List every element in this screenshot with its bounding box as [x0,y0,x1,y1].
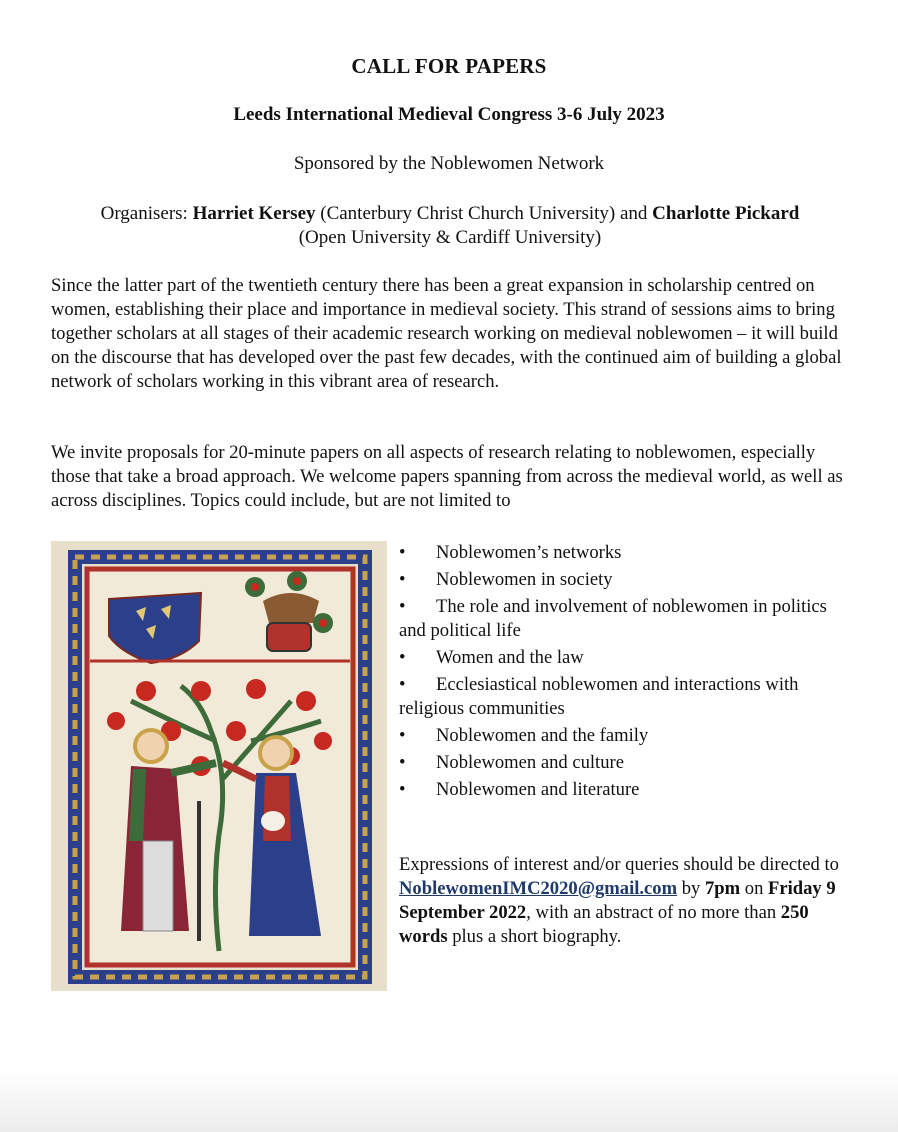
bullet-icon: • [399,752,406,773]
illumination-drawing [51,541,387,991]
organiser-name-1: Harriet Kersey [192,203,316,224]
organisers-prefix: Organisers: [100,203,193,224]
organisers-line [40,202,860,250]
list-item: • Noblewomen and the family [399,725,649,746]
lady-head [260,737,292,769]
bullet-icon: • [399,542,406,563]
list-item: • Noblewomen and literature [399,779,640,800]
list-item: • Noblewomen’s networks [399,542,622,563]
bullet-icon: • [399,674,406,695]
knight-head [135,730,167,762]
sponsor-line: Sponsored by the Noblewomen Network [293,153,605,174]
intro-paragraph: Since the latter part of the twentieth century there has been a great expansion in scholarship centred on women, establishing their place and importance in medieval society. This strand of sessions aims to bring together scholars at all stages of their academic research working on medieval noblewomen – it will build on the discourse that has developed over the past few decades, with the continued aim of building a global network of scholars working in this vibrant area of research. [51,275,842,392]
page-bottom-shade [0,1070,898,1132]
manuscript-illumination-image [51,541,387,991]
list-item: • Noblewomen and culture [399,752,624,773]
organiser-affiliation-2: (Open University & Cardiff University) [298,227,602,248]
list-item: • Ecclesiastical noblewomen and interactions with religious communities [399,674,799,719]
document-title: CALL FOR PAPERS [351,54,547,78]
contact-email-link[interactable]: NoblewomenIMC2020@gmail.com [399,878,678,899]
deadline-time: 7pm [704,878,741,899]
contact-paragraph: Expressions of interest and/or queries should be directed to NoblewomenIMC2020@gmail.com by 7pm on Friday 9 September 2022, with an abstract of no more than 250 words plus a short biography. [399,854,839,947]
conference-subtitle: Leeds International Medieval Congress 3-6 July 2023 [233,104,665,125]
list-item: • Women and the law [399,647,584,668]
list-item: • Noblewomen in society [399,569,613,590]
list-item: • The role and involvement of noblewomen in politics and political life [399,596,827,641]
word-limit: 250 words [399,902,809,947]
bullet-icon: • [399,779,406,800]
bullet-icon: • [399,725,406,746]
deadline-date: Friday 9 September 2022 [399,878,836,923]
bullet-icon: • [399,569,406,590]
organiser-name-2: Charlotte Pickard [652,203,800,224]
organiser-affiliation-1: (Canterbury Christ Church University) and [315,203,653,224]
topics-list [399,541,849,805]
bullet-icon: • [399,596,406,617]
helmet-crest [263,593,319,623]
invitation-paragraph: We invite proposals for 20-minute papers on all aspects of research relating to noblewomen, especially those that take a broad approach. We welcome papers spanning from across the medieval world, as well as across disciplines. Topics could include, but are not limited to [51,442,843,511]
bullet-icon: • [399,647,406,668]
